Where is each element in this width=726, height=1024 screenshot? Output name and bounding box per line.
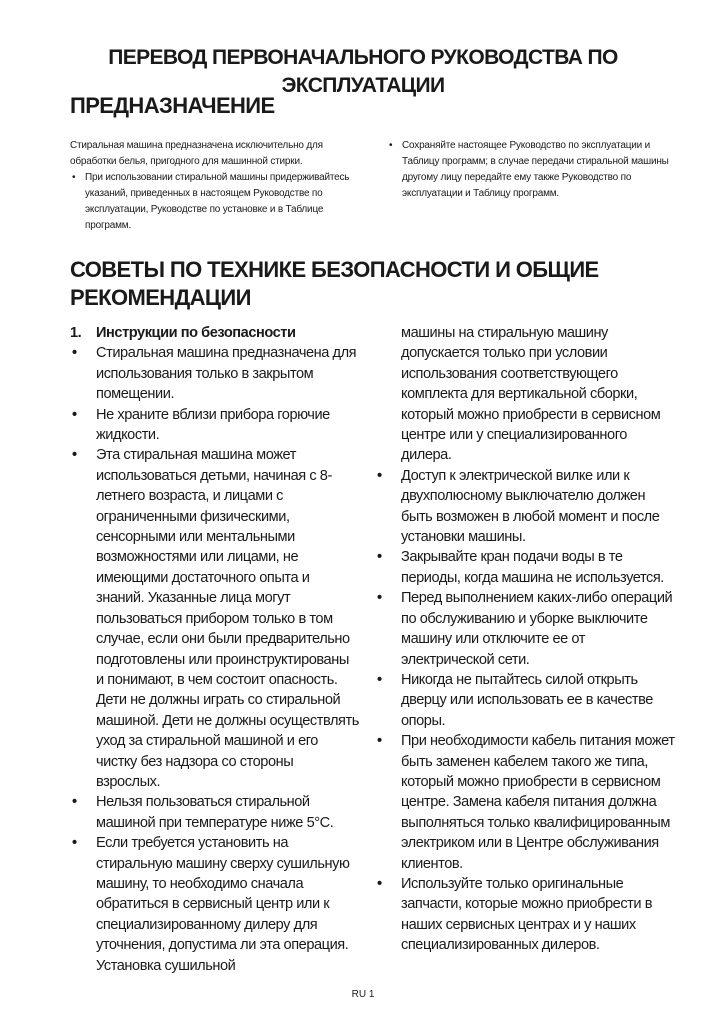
purpose-column-left [70,138,360,234]
page-number: RU 1 [351,989,375,1000]
safety-column-right [375,323,675,956]
list-item [70,343,360,404]
list-item-text: Закрывайте кран подачи воды в те периоды, когда машина не используется. [401,549,664,586]
bullet: • [72,172,76,183]
list-item [375,731,675,874]
list-item-text: Перед выполнением каких-либо операций по обслуживанию и уборке выключите машину или отключите ее от электрической сети. [401,590,673,668]
list-item-text: Стиральная машина предназначена для использования только в закрытом помещении. [96,345,357,403]
bullet: • [72,345,77,362]
list-item [70,445,360,792]
list-item [375,588,675,670]
list-item [387,138,677,202]
bullet: • [72,447,77,464]
bullet: • [377,671,382,688]
list-item [70,792,360,833]
list-item-text: Нельзя пользоваться стиральной машиной при температуре ниже 5°C. [96,794,334,831]
list-item [375,547,675,588]
document-title: ПЕРЕВОД ПЕРВОНАЧАЛЬНОГО РУКОВОДСТВА ПО ЭКСПЛУАТАЦИИ [108,46,618,97]
purpose-heading: ПРЕДНАЗНАЧЕНИЕ [70,93,275,118]
continued-text: машины на стиральную машину допускается только при условии использования соответствующего комплекта для вертикальной сборки, который можно приобрести в сервисном центре или у специализированного дилера. [401,325,661,464]
bullet: • [377,875,382,892]
purpose-column-right [387,138,677,202]
purpose-list-right [387,138,677,202]
bullet: • [377,590,382,607]
list-item [375,670,675,731]
bullet: • [72,835,77,852]
safety-list-right [375,466,675,956]
section-heading [70,323,360,343]
list-item-text: Используйте только оригинальные запчасти, которые можно приобрести в наших сервисных центрах и у наших специализированных дилеров. [401,875,653,954]
purpose-intro: Стиральная машина предназначена исключительно для обработки белья, пригодного для машинной стирки. [70,140,323,167]
list-item-text: При необходимости кабель питания может быть заменен кабелем такого же типа, который можно приобрести в сервисном центре. Замена кабеля питания должна выполняться только квалифицированным электриком или в Центре обслуживания клиентов. [401,733,675,872]
list-item-text: Эта стиральная машина может использоваться детьми, начиная с 8-летнего возраста, и лицами с ограниченными физическими, сенсорными или ментальными возможностями или лицами, не имеющими достаточного опыта и знаний. Указанные лица могут пользоваться прибором только в том случае, если они были предварительно подготовлены или проинструктированы и понимают, в чем состоит опасность. Дети не должны играть со стиральной машиной. Дети не должны осуществлять уход за стиральной машиной и его чистку без надзора со стороны взрослых. [96,447,359,790]
bullet: • [377,549,382,566]
list-item-text: При использовании стиральной машины придерживайтесь указаний, приведенных в настоящем Руководстве по эксплуатации, Руководстве по установке и в Таблице программ. [85,172,350,231]
bullet: • [377,733,382,750]
list-item-text: Не храните вблизи прибора горючие жидкости. [96,406,330,444]
list-item-text: Никогда не пытайтесь силой открыть дверцу или использовать ее в качестве опоры. [401,671,653,729]
bullet: • [377,467,382,484]
list-item-text: Сохраняйте настоящее Руководство по эксплуатации и Таблицу программ; в случае передачи стиральной машины другому лицу передайте ему также Руководство по эксплуатации и Таблицу программ. [402,140,669,199]
bullet: • [72,406,77,423]
list-item [70,833,360,976]
section-number: 1. [70,325,82,341]
section-title: Инструкции по безопасности [96,325,296,341]
purpose-list-left [70,170,360,234]
list-item [70,405,360,446]
safety-column-left [70,323,360,976]
bullet: • [72,794,77,811]
list-item-text: Если требуется установить на стиральную машину сверху сушильную машину, то необходимо сначала обратиться в сервисный центр или к специализированному дилеру для уточнения, допустима ли эта операция. Установка сушильной [96,835,350,974]
list-item-text: Доступ к электрической вилке или к двухполюсному выключателю должен быть возможен в любой момент и после установки машины. [401,467,660,546]
safety-heading: СОВЕТЫ ПО ТЕХНИКЕ БЕЗОПАСНОСТИ И ОБЩИЕ РЕКОМЕНДАЦИИ [70,257,599,310]
list-item [375,466,675,548]
safety-list-left [70,343,360,976]
bullet: • [389,140,393,151]
list-item [70,170,360,234]
list-item [375,874,675,956]
